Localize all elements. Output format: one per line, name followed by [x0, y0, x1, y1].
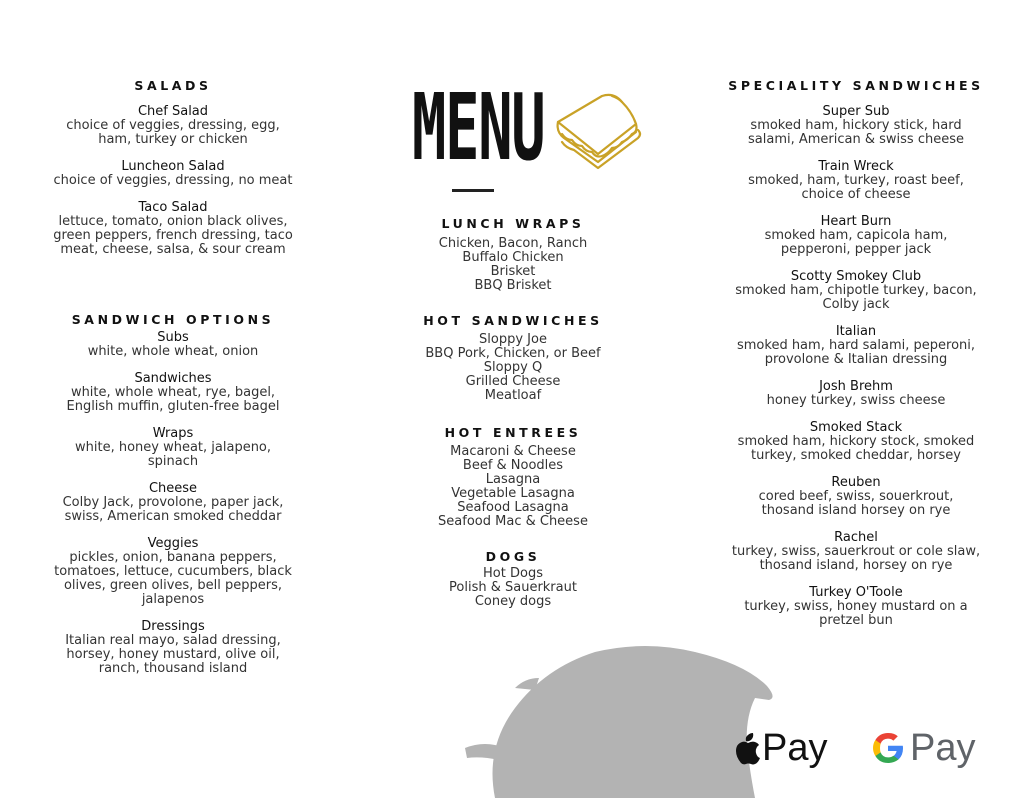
menu-item [712, 421, 1000, 463]
salads-heading: SALADS [134, 78, 212, 93]
apple-pay-label: Pay [762, 726, 828, 769]
menu-item [28, 160, 318, 188]
dogs-heading: DOGS [485, 549, 541, 564]
menu-item: Meatloaf [484, 388, 542, 403]
menu-item [28, 331, 318, 359]
menu-item [712, 380, 1000, 408]
item-description: smoked ham, hickory stick, hard salami, American & swiss cheese [748, 118, 964, 147]
menu-item [712, 215, 1000, 257]
menu-item: Grilled Cheese [465, 374, 561, 389]
item-description: white, honey wheat, jalapeno, spinach [74, 440, 272, 469]
menu-item: Seafood Lasagna [457, 500, 569, 515]
title-underline [452, 189, 494, 192]
item-description: turkey, swiss, honey mustard on a pretzel bun [744, 599, 968, 628]
item-description: white, whole wheat, onion [87, 344, 259, 359]
menu-item: Hot Dogs [483, 566, 543, 581]
item-name: Subs [157, 330, 189, 345]
menu-item [712, 105, 1000, 147]
item-description: honey turkey, swiss cheese [766, 393, 946, 408]
item-name: Smoked Stack [809, 420, 903, 435]
google-g-icon [870, 730, 906, 766]
middle-column [368, 216, 658, 609]
item-name: Italian [835, 324, 877, 339]
menu-item: BBQ Brisket [474, 278, 552, 293]
item-description: lettuce, tomato, onion black olives, green peppers, french dressing, taco meat, cheese, salsa, & sour cream [53, 214, 293, 257]
item-description: pickles, onion, banana peppers, tomatoes, lettuce, cucumbers, black olives, green olives, bell peppers, jalapenos [54, 550, 292, 607]
menu-item [712, 270, 1000, 312]
apple-icon [734, 731, 762, 765]
item-name: Super Sub [822, 104, 890, 119]
item-description: smoked ham, chipotle turkey, bacon, Colby jack [735, 283, 977, 312]
menu-item [28, 620, 318, 676]
item-name: Dressings [141, 619, 205, 634]
item-description: smoked ham, hickory stock, smoked turkey, smoked cheddar, horsey [737, 434, 975, 463]
item-description: white, whole wheat, rye, bagel, English muffin, gluten-free bagel [66, 385, 280, 414]
item-name: Josh Brehm [819, 379, 893, 394]
google-pay-label: Pay [910, 726, 976, 769]
menu-item: Beef & Noodles [462, 458, 564, 473]
item-name: Chef Salad [137, 104, 209, 119]
item-name: Veggies [147, 536, 199, 551]
menu-item: Chicken, Bacon, Ranch [438, 236, 588, 251]
speciality-heading: SPECIALITY SANDWICHES [728, 78, 984, 93]
sandwich-icon [552, 92, 644, 170]
menu-logo [412, 74, 652, 198]
item-description: smoked ham, hard salami, peperoni, provolone & Italian dressing [736, 338, 976, 367]
item-name: Wraps [152, 426, 194, 441]
menu-item: Buffalo Chicken [462, 250, 564, 265]
menu-item: BBQ Pork, Chicken, or Beef [425, 346, 601, 361]
apple-pay-logo [734, 724, 827, 772]
menu-item [28, 372, 318, 414]
sandwich-options-heading: SANDWICH OPTIONS [71, 312, 275, 327]
item-name: Taco Salad [138, 200, 208, 215]
left-column [28, 78, 318, 689]
item-name: Cheese [148, 481, 198, 496]
dogs-list [368, 567, 658, 609]
item-name: Heart Burn [820, 214, 892, 229]
lunch-wraps-heading: LUNCH WRAPS [441, 216, 585, 231]
menu-item: Brisket [490, 264, 536, 279]
menu-title: MENU [412, 74, 545, 181]
menu-item [28, 482, 318, 524]
item-name: Reuben [831, 475, 881, 490]
menu-item [712, 476, 1000, 518]
item-name: Rachel [834, 530, 878, 545]
lunch-wraps-list [368, 237, 658, 293]
menu-item [712, 160, 1000, 202]
hot-entrees-heading: HOT ENTREES [444, 425, 582, 440]
menu-item [28, 537, 318, 607]
menu-item: Sloppy Q [483, 360, 543, 375]
item-name: Sandwiches [134, 371, 212, 386]
item-description: turkey, swiss, sauerkrout or cole slaw, thosand island, horsey on rye [731, 544, 981, 573]
hot-sandwiches-heading: HOT SANDWICHES [423, 313, 603, 328]
menu-item: Polish & Sauerkraut [449, 580, 577, 595]
salads-list [28, 105, 318, 257]
item-name: Luncheon Salad [121, 159, 225, 174]
menu-item [28, 201, 318, 257]
speciality-list [712, 105, 1000, 628]
menu-item: Lasagna [485, 472, 541, 487]
menu-item: Sloppy Joe [479, 332, 547, 347]
sandwich-options-list [28, 331, 318, 676]
item-name: Train Wreck [818, 159, 894, 174]
item-description: Colby Jack, provolone, paper jack, swiss, American smoked cheddar [62, 495, 284, 524]
item-description: smoked ham, capicola ham, pepperoni, pepper jack [764, 228, 948, 257]
menu-item: Seafood Mac & Cheese [438, 514, 588, 529]
right-column [712, 78, 1000, 641]
menu-item [712, 531, 1000, 573]
menu-item [712, 325, 1000, 367]
item-description: cored beef, swiss, souerkrout, thosand island horsey on rye [758, 489, 954, 518]
menu-item: Macaroni & Cheese [450, 444, 576, 459]
menu-item [712, 586, 1000, 628]
menu-item [28, 105, 318, 147]
menu-item: Coney dogs [474, 594, 552, 609]
decorative-silhouette [455, 638, 775, 798]
item-description: smoked, ham, turkey, roast beef, choice of cheese [748, 173, 964, 202]
item-name: Turkey O'Toole [809, 585, 903, 600]
hot-entrees-list [368, 445, 658, 529]
menu-item [28, 427, 318, 469]
item-description: choice of veggies, dressing, egg, ham, turkey or chicken [66, 118, 280, 147]
google-pay-logo [870, 724, 975, 772]
item-name: Scotty Smokey Club [790, 269, 922, 284]
item-description: Italian real mayo, salad dressing, horsey, honey mustard, olive oil, ranch, thousand island [65, 633, 281, 676]
menu-item: Vegetable Lasagna [451, 486, 575, 501]
hot-sandwiches-list [368, 333, 658, 403]
item-description: choice of veggies, dressing, no meat [53, 173, 293, 188]
